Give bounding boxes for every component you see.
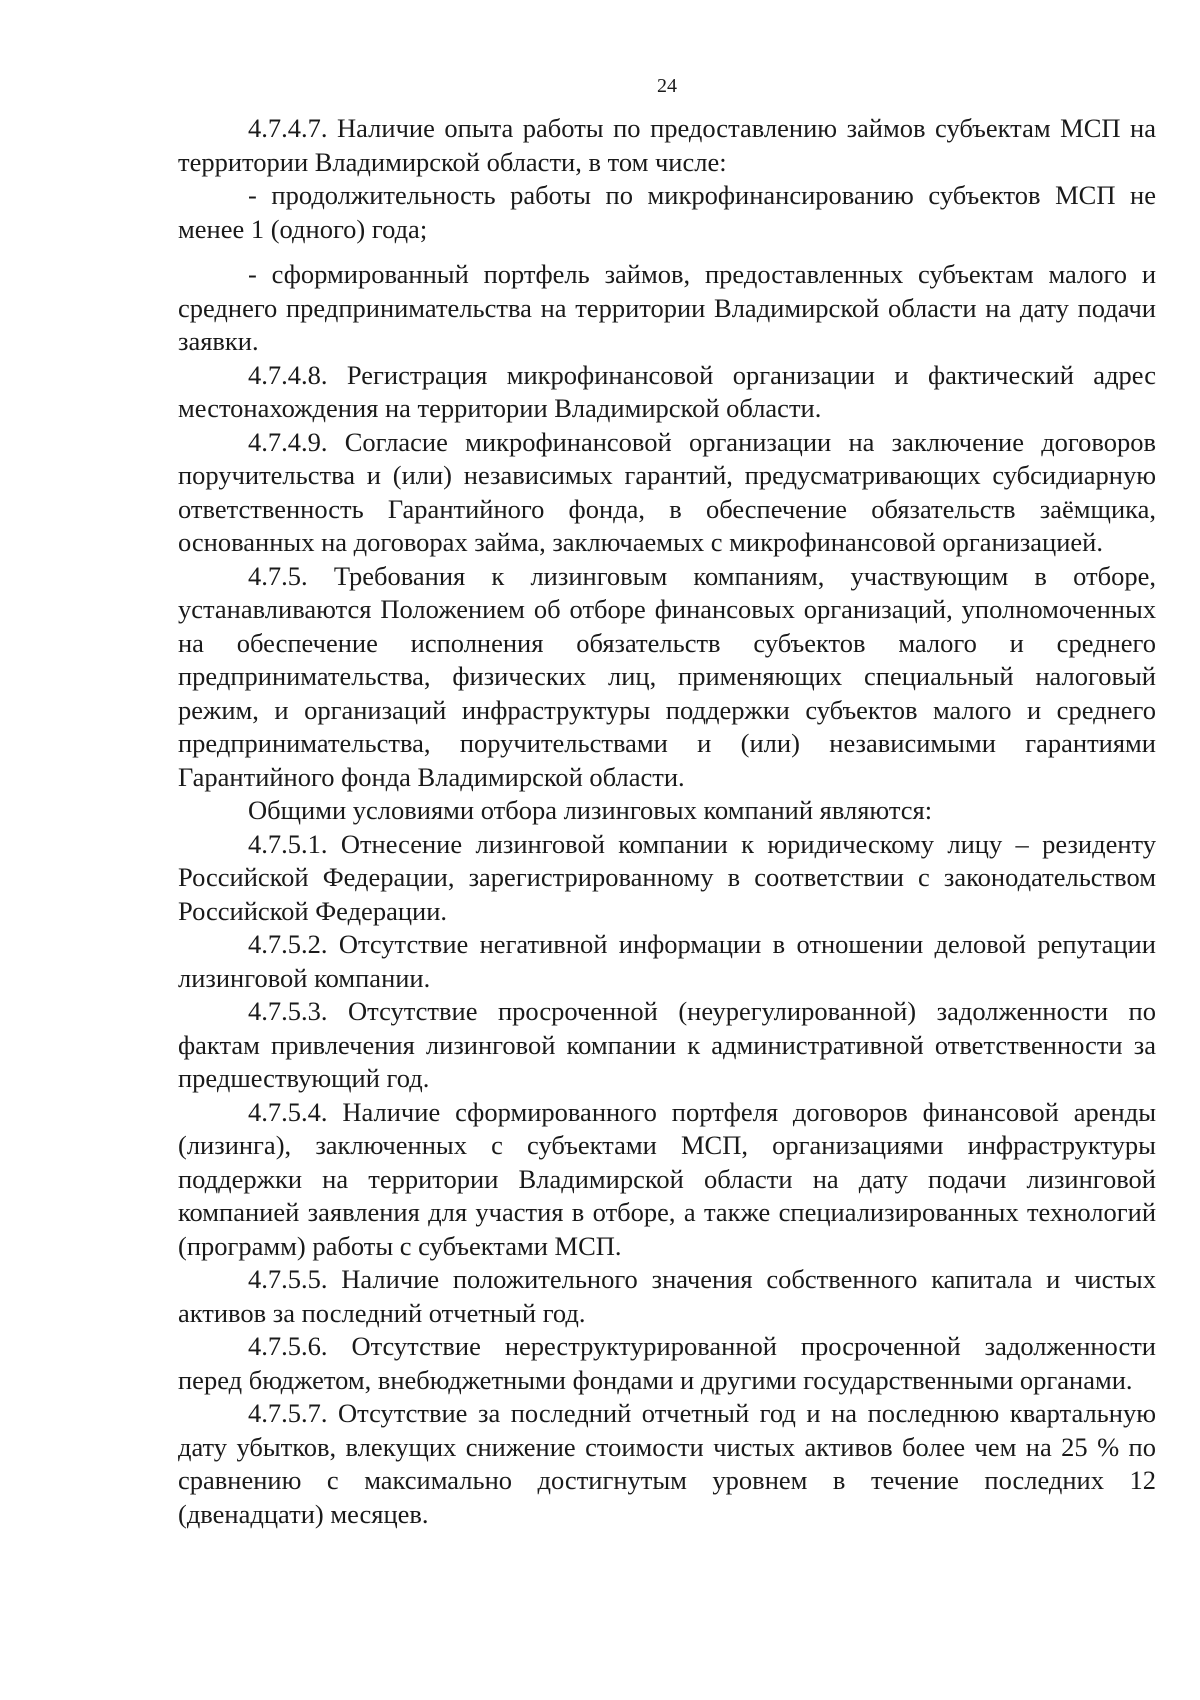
paragraph-4-7-5-2: 4.7.5.2. Отсутствие негативной информации в отношении деловой репутации лизинговой компании. (178, 929, 1156, 993)
paragraph-4-7-5-7: 4.7.5.7. Отсутствие за последний отчетный год и на последнюю квартальную дату убытков, влекущих снижение стоимости чистых активов более чем на 25 % по сравнению с максимально достигнутым уровнем в течение последних 12 (двенадцати) месяцев. (178, 1398, 1156, 1529)
paragraph-portfolio-item: - сформированный портфель займов, предоставленных субъектам малого и среднего предпринимательства на территории Владимирской области на дату подачи заявки. (178, 259, 1156, 356)
paragraph-4-7-5-6: 4.7.5.6. Отсутствие нереструктурированной просроченной задолженности перед бюджетом, внебюджетными фондами и другими государственными органами. (178, 1331, 1156, 1395)
document-body (178, 112, 1156, 1531)
paragraph-4-7-5-1: 4.7.5.1. Отнесение лизинговой компании к юридическому лицу – резиденту Российской Федерации, зарегистрированному в соответствии с законодательством Российской Федерации. (178, 828, 1156, 926)
paragraph-4-7-5-5: 4.7.5.5. Наличие положительного значения собственного капитала и чистых активов за последний отчетный год. (178, 1264, 1156, 1328)
paragraph-4-7-4-9: 4.7.4.9. Согласие микрофинансовой организации на заключение договоров поручительства и (или) независимых гарантий, предусматривающих субсидиарную ответственность Гарантийного фонда, в обеспечение обязательств заёмщика, основанных на договорах займа, заключаемых с микрофинансовой организацией. (178, 426, 1156, 557)
paragraph-duration-item: - продолжительность работы по микрофинансированию субъектов МСП не менее 1 (одного) года; (178, 180, 1156, 244)
paragraph-4-7-5-3: 4.7.5.3. Отсутствие просроченной (неурегулированной) задолженности по фактам привлечения лизинговой компании к административной ответственности за предшествующий год. (178, 996, 1156, 1093)
paragraph-4-7-4-8: 4.7.4.8. Регистрация микрофинансовой организации и фактический адрес местонахождения на территории Владимирской области. (178, 359, 1156, 423)
paragraph-4-7-4-7: 4.7.4.7. Наличие опыта работы по предоставлению займов субъектам МСП на территории Владимирской области, в том числе: (178, 113, 1156, 177)
page-number: 24 (657, 75, 677, 97)
paragraph-4-7-5-4: 4.7.5.4. Наличие сформированного портфеля договоров финансовой аренды (лизинга), заключенных с субъектами МСП, организациями инфраструктуры поддержки на территории Владимирской области на дату подачи лизинговой компанией заявления для участия в отборе, а также специализированных технологий (программ) работы с субъектами МСП. (178, 1096, 1156, 1261)
paragraph-general-conditions: Общими условиями отбора лизинговых компаний являются: (248, 795, 933, 825)
paragraph-4-7-5: 4.7.5. Требования к лизинговым компаниям, участвующим в отборе, устанавливаются Положением об отборе финансовых организаций, уполномоченных на обеспечение исполнения обязательств субъектов малого и среднего предпринимательства, физических лиц, применяющих специальный налоговый режим, и организаций инфраструктуры поддержки субъектов малого и среднего предпринимательства, поручительствами и (или) независимыми гарантиями Гарантийного фонда Владимирской области. (178, 560, 1156, 792)
